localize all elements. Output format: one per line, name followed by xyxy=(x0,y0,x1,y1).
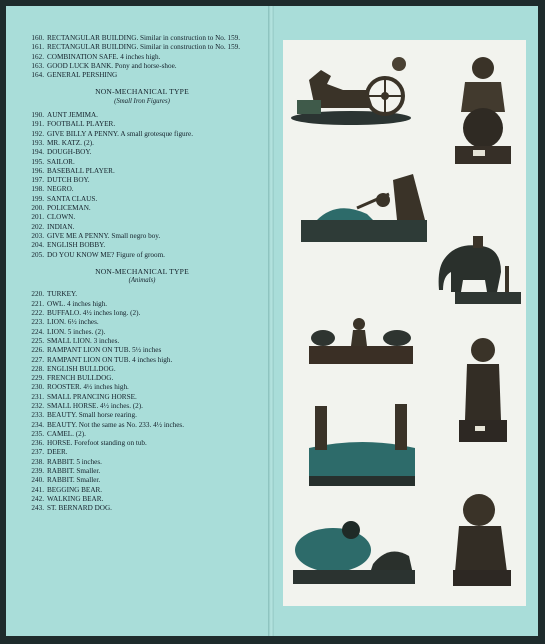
item-number: 162. xyxy=(31,52,44,61)
list-item xyxy=(20,176,264,185)
item-number: 192. xyxy=(31,129,44,138)
list-item xyxy=(20,43,264,52)
item-text: DEER. xyxy=(47,448,68,457)
list-item xyxy=(20,439,264,448)
item-text: BUFFALO. 4½ inches long. (2). xyxy=(47,309,141,318)
list-item xyxy=(20,158,264,167)
list-top xyxy=(20,34,264,80)
section-subheading-figures: (Small Iron Figures) xyxy=(114,97,170,105)
list-item xyxy=(20,411,264,420)
list-item xyxy=(20,356,264,365)
item-text: GIVE ME A PENNY. Small negro boy. xyxy=(47,231,161,240)
list-item xyxy=(20,421,264,430)
catalog-list-page xyxy=(20,34,264,514)
item-text: ST. BERNARD DOG. xyxy=(47,504,112,513)
item-number: 201. xyxy=(31,213,44,222)
list-item xyxy=(20,185,264,194)
item-number: 191. xyxy=(31,120,44,129)
list-item xyxy=(20,476,264,485)
item-number: 233. xyxy=(31,411,44,420)
item-text: LION. 5 inches. (2). xyxy=(47,327,106,336)
item-text: COMBINATION SAFE. 4 inches high. xyxy=(47,52,161,61)
list-item xyxy=(20,241,264,250)
hunter-bank-photo xyxy=(297,170,437,246)
item-number: 220. xyxy=(31,290,44,299)
item-text: ENGLISH BOBBY. xyxy=(47,241,106,250)
item-text: MR. KATZ. (2). xyxy=(47,138,94,147)
item-number: 224. xyxy=(31,327,44,336)
seated-monkey-bank-photo xyxy=(447,492,517,588)
item-text: WALKING BEAR. xyxy=(47,494,104,503)
item-text: NEGRO. xyxy=(47,185,74,194)
item-text: POLICEMAN. xyxy=(47,204,91,213)
list-item xyxy=(20,337,264,346)
list-item xyxy=(20,504,264,513)
item-text: CAMEL. (2). xyxy=(47,429,86,438)
item-number: 232. xyxy=(31,401,44,410)
item-number: 231. xyxy=(31,392,44,401)
man-on-globe-bank-photo xyxy=(445,54,519,166)
item-number: 227. xyxy=(31,355,44,364)
list-item xyxy=(20,290,264,299)
list-item xyxy=(20,318,264,327)
item-number: 164. xyxy=(31,71,44,80)
item-number: 238. xyxy=(31,457,44,466)
section-subheading-animals: (Animals) xyxy=(128,277,156,285)
section-heading-animals: NON-MECHANICAL TYPE xyxy=(95,266,189,276)
list-item xyxy=(20,213,264,222)
item-text: SMALL PRANCING HORSE. xyxy=(47,392,137,401)
item-text: GIVE BILLY A PENNY. A small grotesque figure. xyxy=(47,129,194,138)
item-number: 234. xyxy=(31,420,44,429)
list-item xyxy=(20,467,264,476)
item-text: DO YOU KNOW ME? Figure of groom. xyxy=(47,250,165,259)
list-item xyxy=(20,34,264,43)
item-number: 200. xyxy=(31,204,44,213)
item-number: 243. xyxy=(31,504,44,513)
list-item xyxy=(20,328,264,337)
item-text: TURKEY. xyxy=(47,290,78,299)
item-number: 228. xyxy=(31,364,44,373)
item-text: GOOD LUCK BANK. Pony and horse-shoe. xyxy=(47,61,177,70)
item-number: 235. xyxy=(31,429,44,438)
item-text: GENERAL PERSHING xyxy=(47,71,118,80)
item-text: FOOTBALL PLAYER. xyxy=(47,120,116,129)
item-text: INDIAN. xyxy=(47,222,75,231)
item-text: LION. 6½ inches. xyxy=(47,318,99,327)
list-item xyxy=(20,300,264,309)
list-item xyxy=(20,167,264,176)
item-number: 226. xyxy=(31,346,44,355)
item-text: RECTANGULAR BUILDING. Similar in construction to No. 159. xyxy=(47,43,241,52)
item-number: 195. xyxy=(31,157,44,166)
item-text: RABBIT. 5 inches. xyxy=(47,457,102,466)
item-text: CLOWN. xyxy=(47,213,76,222)
item-text: SANTA CLAUS. xyxy=(47,194,98,203)
list-figures xyxy=(20,111,264,260)
item-number: 225. xyxy=(31,336,44,345)
item-number: 223. xyxy=(31,318,44,327)
list-item xyxy=(20,495,264,504)
list-item xyxy=(20,204,264,213)
item-number: 161. xyxy=(31,43,44,52)
item-number: 205. xyxy=(31,250,44,259)
item-number: 241. xyxy=(31,485,44,494)
list-item xyxy=(20,251,264,260)
item-number: 193. xyxy=(31,138,44,147)
item-number: 198. xyxy=(31,185,44,194)
item-number: 190. xyxy=(31,111,44,120)
list-item xyxy=(20,71,264,80)
item-text: AUNT JEMIMA. xyxy=(47,111,98,120)
item-text: SAILOR. xyxy=(47,157,75,166)
list-item xyxy=(20,346,264,355)
list-item xyxy=(20,430,264,439)
item-text: BEGGING BEAR. xyxy=(47,485,103,494)
list-item xyxy=(20,62,264,71)
list-item xyxy=(20,383,264,392)
item-text: HORSE. Forefoot standing on tub. xyxy=(47,439,147,448)
item-text: DOUGH-BOY. xyxy=(47,148,92,157)
item-text: BEAUTY. Small horse rearing. xyxy=(47,411,137,420)
item-number: 222. xyxy=(31,309,44,318)
item-text: BASEBALL PLAYER. xyxy=(47,166,115,175)
list-item xyxy=(20,111,264,120)
list-item xyxy=(20,402,264,411)
item-number: 160. xyxy=(31,34,44,42)
list-item xyxy=(20,195,264,204)
item-text: RECTANGULAR BUILDING. Similar in construction to No. 159. xyxy=(47,34,241,42)
elephant-bank-photo xyxy=(437,236,523,308)
item-number: 229. xyxy=(31,374,44,383)
item-number: 203. xyxy=(31,231,44,240)
list-item xyxy=(20,486,264,495)
list-item xyxy=(20,448,264,457)
item-text: BEAUTY. Not the same as No. 233. 4½ inches. xyxy=(47,420,185,429)
frogs-bank-photo xyxy=(305,316,417,368)
list-item xyxy=(20,139,264,148)
item-number: 242. xyxy=(31,494,44,503)
item-number: 199. xyxy=(31,194,44,203)
item-text: SMALL HORSE. 4½ inches. (2). xyxy=(47,401,143,410)
list-item xyxy=(20,120,264,129)
list-item xyxy=(20,309,264,318)
list-item xyxy=(20,148,264,157)
list-item xyxy=(20,232,264,241)
item-number: 163. xyxy=(31,61,44,70)
list-item xyxy=(20,130,264,139)
list-item xyxy=(20,393,264,402)
item-text: RAMPANT LION ON TUB. 4 inches high. xyxy=(47,355,173,364)
item-number: 196. xyxy=(31,166,44,175)
item-text: RABBIT. Smaller. xyxy=(47,467,101,476)
item-number: 237. xyxy=(31,448,44,457)
item-text: RAMPANT LION ON TUB. 5½ inches xyxy=(47,346,162,355)
list-item xyxy=(20,458,264,467)
item-text: RABBIT. Smaller. xyxy=(47,476,101,485)
item-number: 202. xyxy=(31,222,44,231)
item-text: SMALL LION. 3 inches. xyxy=(47,336,120,345)
section-heading-figures: NON-MECHANICAL TYPE xyxy=(95,87,189,97)
item-number: 194. xyxy=(31,148,44,157)
horse-cart-bank-photo xyxy=(287,50,415,128)
list-animals xyxy=(20,290,264,513)
item-number: 240. xyxy=(31,476,44,485)
page-fold xyxy=(268,6,274,636)
item-text: ROOSTER. 4½ inches high. xyxy=(47,383,129,392)
list-item xyxy=(20,374,264,383)
frog-bank-photo xyxy=(289,514,419,588)
item-text: OWL. 4 inches high. xyxy=(47,299,108,308)
list-item xyxy=(20,365,264,374)
standing-monkey-bank-photo xyxy=(453,336,513,446)
item-text: FRENCH BULLDOG. xyxy=(47,374,114,383)
item-number: 239. xyxy=(31,467,44,476)
item-number: 204. xyxy=(31,241,44,250)
item-text: DUTCH BOY. xyxy=(47,176,90,185)
photo-plate xyxy=(283,40,526,606)
figures-bank-photo xyxy=(303,400,421,490)
item-number: 230. xyxy=(31,383,44,392)
item-number: 236. xyxy=(31,439,44,448)
item-number: 197. xyxy=(31,176,44,185)
item-text: ENGLISH BULLDOG. xyxy=(47,364,116,373)
list-item xyxy=(20,223,264,232)
list-item xyxy=(20,53,264,62)
item-number: 221. xyxy=(31,299,44,308)
